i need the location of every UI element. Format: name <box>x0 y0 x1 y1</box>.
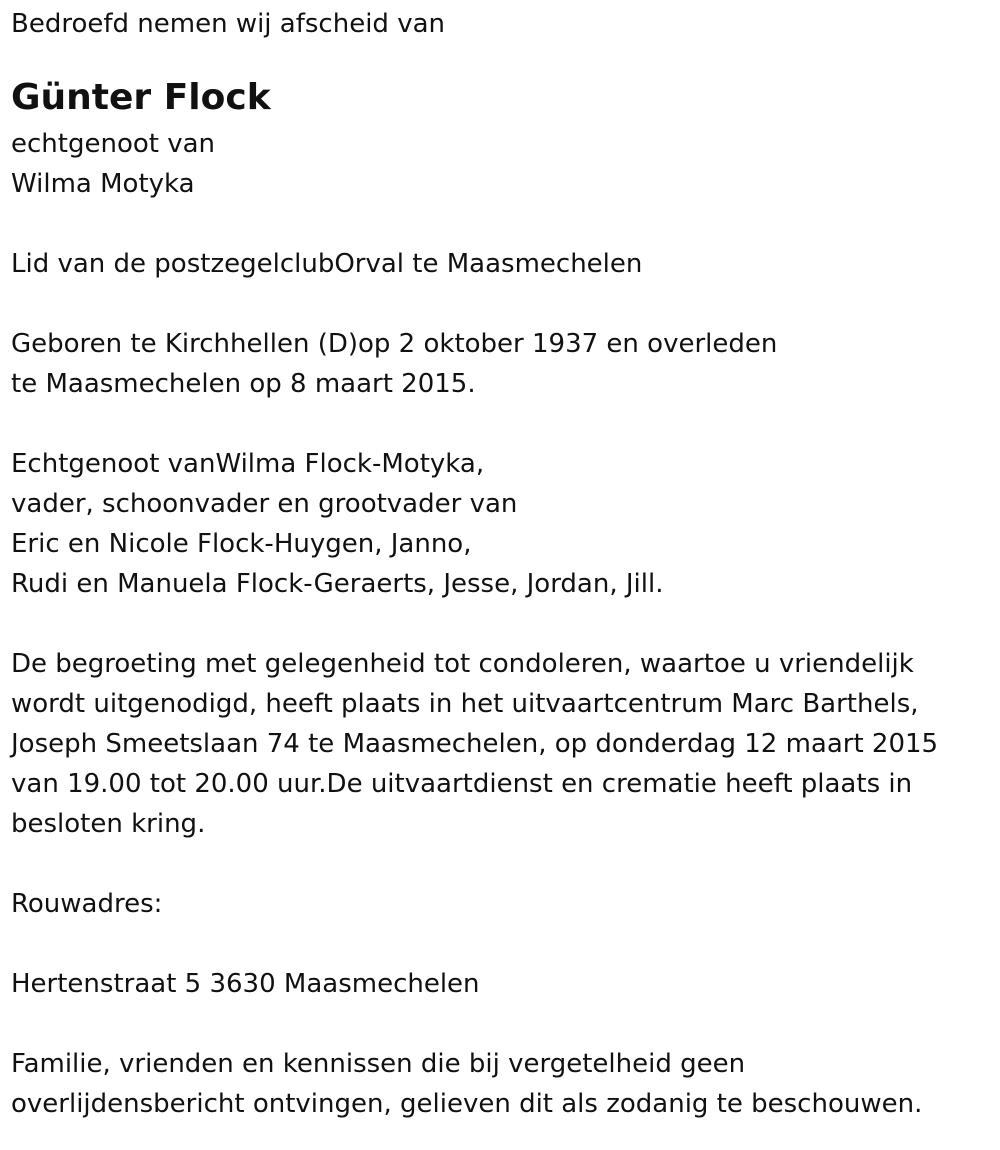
birth-block <box>11 324 1000 404</box>
ceremony-line: Joseph Smeetslaan 74 te Maasmechelen, op donderdag 12 maart 2015 <box>11 729 939 759</box>
closing-block <box>11 1044 1000 1124</box>
family-block <box>11 444 1000 604</box>
closing-line: Familie, vrienden en kennissen die bij vergetelheid geen <box>11 1049 746 1079</box>
family-line: vader, schoonvader en grootvader van <box>11 489 518 519</box>
ceremony-block <box>11 644 1000 844</box>
deceased-name: Günter Flock <box>11 77 271 118</box>
address-label: Rouwadres: <box>11 889 163 919</box>
ceremony-line: wordt uitgenodigd, heeft plaats in het uitvaartcentrum Marc Barthels, <box>11 689 919 719</box>
address-text: Hertenstraat 5 3630 Maasmechelen <box>11 969 480 999</box>
spouse-line: echtgenoot van <box>11 129 216 159</box>
birth-line: Geboren te Kirchhellen (D)op 2 oktober 1937 en overleden <box>11 329 778 359</box>
ceremony-line: De begroeting met gelegenheid tot condoleren, waartoe u vriendelijk <box>11 649 914 679</box>
birth-line: te Maasmechelen op 8 maart 2015. <box>11 369 476 399</box>
intro-text: Bedroefd nemen wij afscheid van <box>11 9 445 39</box>
closing-line: overlijdensbericht ontvingen, gelieven dit als zodanig te beschouwen. <box>11 1089 923 1119</box>
membership-text: Lid van de postzegelclubOrval te Maasmechelen <box>11 249 643 279</box>
family-line: Rudi en Manuela Flock-Geraerts, Jesse, Jordan, Jill. <box>11 569 664 599</box>
spouse-line: Wilma Motyka <box>11 169 195 199</box>
ceremony-line: van 19.00 tot 20.00 uur.De uitvaartdienst en crematie heeft plaats in <box>11 769 913 799</box>
family-line: Echtgenoot vanWilma Flock-Motyka, <box>11 449 485 479</box>
ceremony-line: besloten kring. <box>11 809 206 839</box>
family-line: Eric en Nicole Flock-Huygen, Janno, <box>11 529 472 559</box>
spouse-block <box>11 124 1000 204</box>
